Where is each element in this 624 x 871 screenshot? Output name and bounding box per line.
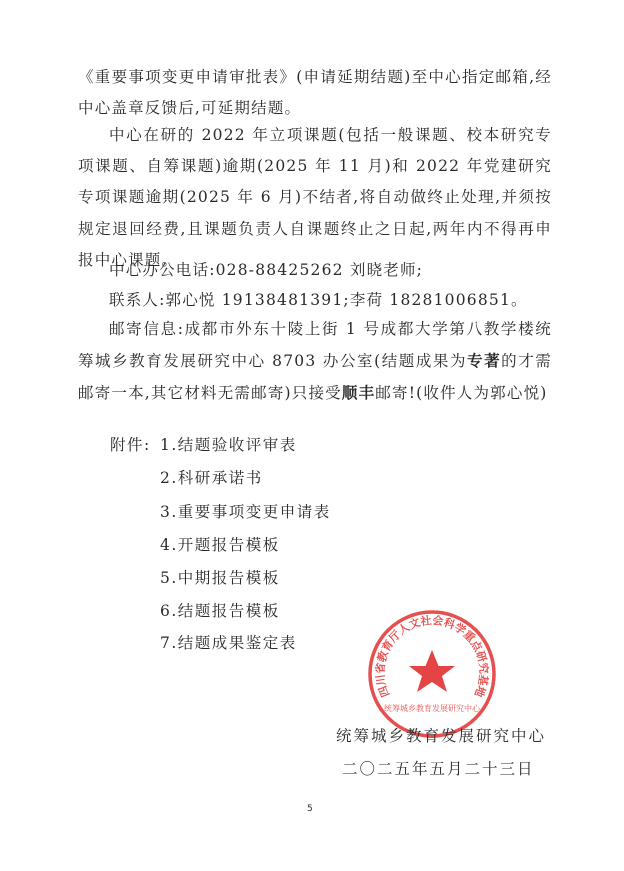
paragraph-overdue-rule: 中心在研的 2022 年立项课题(包括一般课题、校本研究专项课题、自筹课题)逾期(2025 年 11 月)和 2022 年党建研究专项课题逾期(2025 年 6 月)不结者,将自动做终止处理,并须按规定退回经费,且课题负责人自课题终止之日起,两年内不得再申报中心课题。 — [78, 126, 552, 269]
attachment-item: 2.科研承诺书 — [160, 469, 263, 487]
official-seal-icon — [366, 608, 498, 740]
signature-org: 统筹城乡教育发展研究中心 — [336, 727, 547, 745]
attachment-item: 3.重要事项变更申请表 — [160, 503, 331, 521]
seal-inner-text: 统筹城乡教育发展研究中心 — [384, 704, 480, 713]
mailing-info-part1: 邮寄信息:成都市外东十陵上街 1 号成都大学第八教学楼统筹城乡教育发展研究中心 8703 办公室(结题成果为 — [78, 320, 552, 371]
paragraph-extension: 《重要事项变更申请审批表》(申请延期结题)至中心指定邮箱,经中心盖章反馈后,可延期结题。 — [78, 68, 552, 118]
mailing-info-sf-express: 顺丰 — [341, 383, 376, 403]
mailing-info-part2: 的才需邮寄一本,其它材料无需邮寄)只接受 — [78, 352, 552, 403]
attachment-item: 7.结题成果鉴定表 — [160, 634, 297, 652]
attachment-item: 5.中期报告模板 — [160, 569, 280, 587]
attachment-item: 4.开题报告模板 — [160, 536, 280, 554]
office-phone: 中心办公电话:028-88425262 刘晓老师; — [109, 261, 424, 279]
mailing-info-monograph: 专著 — [467, 351, 502, 371]
contact-persons: 联系人:郭心悦 19138481391;李荷 18281006851。 — [109, 291, 528, 309]
signature-date: 二〇二五年五月二十三日 — [342, 760, 535, 778]
mailing-info — [78, 314, 552, 410]
seal-outer-text: 四川省教育厅人文社会科学重点研究基地 — [373, 614, 491, 699]
page-number: 5 — [307, 804, 313, 814]
mailing-info-part3: 邮寄!(收件人为郭心悦) — [375, 384, 548, 403]
attachments-label: 附件: — [110, 436, 151, 454]
attachment-item: 1.结题验收评审表 — [160, 436, 297, 454]
attachment-item: 6.结题报告模板 — [160, 602, 280, 620]
